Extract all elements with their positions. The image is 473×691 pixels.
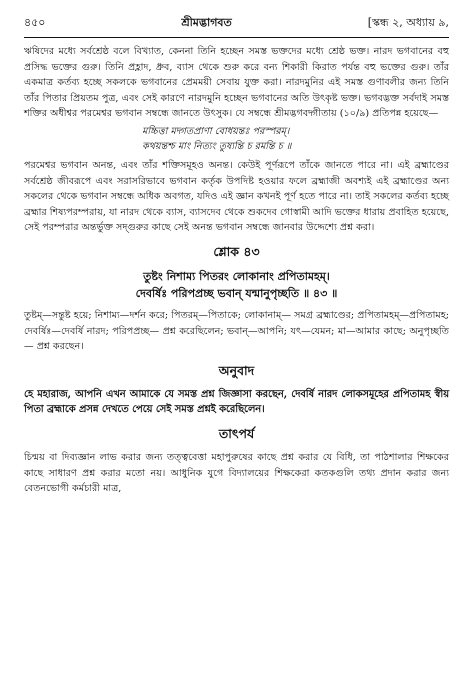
sloka-heading: শ্লোক ৪৩: [213, 243, 260, 259]
purport-text: চিন্ময় বা দিব্যজ্ঞান লাভ করার জন্য তত্ত্ববেত্তা মহাপুরুষের কাছে প্রশ্ন করার যে বিধি, তা পাঠশালার শিক্ষকের কাছে সাধারণ প্রশ্ন করার মতো নয়। আধুনিক যুগে বিদ্যালয়ের শিক্ষকেরা কতকগুলি তথ্য প্রদান করার জন্য বেতনভোগী কর্মচারী মাত্র,: [24, 451, 449, 495]
quote-line-2: কথয়ন্তশ্চ মাং নিত্যং তুষ্যন্তি চ রমন্তি চ ॥: [142, 140, 292, 152]
book-title: শ্রীমদ্ভাগবত: [181, 16, 232, 29]
quote-line-1: মচ্চিত্তা মদ্গতপ্রাণা বোধয়ন্তঃ পরস্পরম্।: [142, 125, 290, 137]
translation-text: হে মহারাজ, আপনি এখন আমাকে যে সমস্ত প্রশ্ন জিজ্ঞাসা করছেন, দেবর্ষি নারদ লোকসমূহের প্রপিতামহ স্বীয় পিতা ব্রহ্মাকে প্রসন্ন দেখতে পেয়ে সেই সমস্ত প্রশ্নই করেছিলেন।: [24, 388, 449, 416]
verse-line-1: তুষ্টং নিশাম্য পিতরং লোকানাং প্রপিতামহম্।: [143, 269, 330, 283]
verse-line-2: দেবর্ষিঃ পরিপপ্রচ্ছ ভবান্ যন্মানুপৃচ্ছতি ॥ ৪৩ ॥: [135, 286, 338, 300]
synonyms: তুষ্টম্—সন্তুষ্ট হয়ে; নিশাম্য—দর্শন করে; পিতরম্—পিতাকে; লোকানাম্— সমগ্র ব্রহ্মাণ্ডের; প্রপিতামহম্—প্রপিতামহ; দেবর্ষিঃ—দেবর্ষি নারদ; পরিপপ্রচ্ছ— প্রশ্ন করেছিলেন; ভবান্—আপনি; যৎ—যেমন; মা—আমার কাছে; অনুপৃচ্ছতি— প্রশ্ন করছেন।: [24, 309, 449, 353]
section-ref: [স্কন্ধ ২, অধ্যায় ৯,: [367, 16, 449, 29]
purport-heading: তাৎপর্য: [218, 425, 255, 441]
paragraph-1: ঋষিদের মধ্যে সর্বশ্রেষ্ঠ বলে বিখ্যাত, কেননা তিনি হচ্ছেন সমস্ত ভক্তদের মধ্যে শ্রেষ্ঠ ভক্ত। নারদ ভগবানের বহু প্রসিদ্ধ ভক্তের গুরু। তিনি প্রহ্লাদ, ধ্রুব, ব্যাস থেকে শুরু করে বন্য শিকারী কিরাত পর্যন্ত বহু ভক্তের গুরু। তাঁর একমাত্র কর্তব্য হচ্ছে সকলকে ভগবানের প্রেমময়ী সেবায় যুক্ত করা। নারদমুনির এই সমস্ত গুণাবলীর জন্য তিনি তাঁর পিতার প্রিয়তম পুত্র, এবং সেই কারণে নারদমুনি হচ্ছেন ভগবানের অতি উৎকৃষ্ট ভক্ত। ভগবদ্ভক্ত সর্বদাই সমস্ত শক্তির অধীশ্বর পরমেশ্বর ভগবান সম্বন্ধে জানতে উৎসুক। যে সম্বন্ধে শ্রীমদ্ভগবদ্গীতায় (১০/৯) প্রতিপন্ন হয়েছে—: [24, 46, 449, 120]
header-rule: [24, 37, 449, 38]
running-header: [24, 14, 449, 33]
page-number: ৪৫০: [24, 16, 46, 29]
translation-heading: অনুবাদ: [218, 362, 255, 378]
paragraph-2: পরমেশ্বর ভগবান অনন্ত, এবং তাঁর শক্তিসমূহও অনন্ত। কেউই পূর্ণরূপে তাঁকে জানতে পারে না। এই ব্রহ্মাণ্ডের সর্বশ্রেষ্ঠ জীবরূপে এবং সরাসরিভাবে ভগবান কর্তৃক উপদিষ্ট হওয়ার ফলে ব্রহ্মাজী অবশ্যই এই ব্রহ্মাণ্ডের অন্য সকলের থেকে ভগবান সম্বন্ধে অধিক অবগত, যদিও এই জ্ঞান কখনই পূর্ণ হতে পারে না। তাই সকলের কর্তব্য হচ্ছে ব্রহ্মার শিষ্যপরম্পরায়, যা নারদ থেকে ব্যাস, ব্যাসদেব থেকে শুকদেব গোস্বামী আদি ভক্তের ধারায় প্রবাহিত হয়েছে, সেই পরম্পরার অন্তর্ভুক্ত সদ্গুরুর কাছে সেই অনন্ত ভগবান সম্বন্ধে জানবার উদ্দেশ্যে প্রশ্ন করা।: [24, 159, 449, 234]
gita-quote: [142, 124, 449, 154]
